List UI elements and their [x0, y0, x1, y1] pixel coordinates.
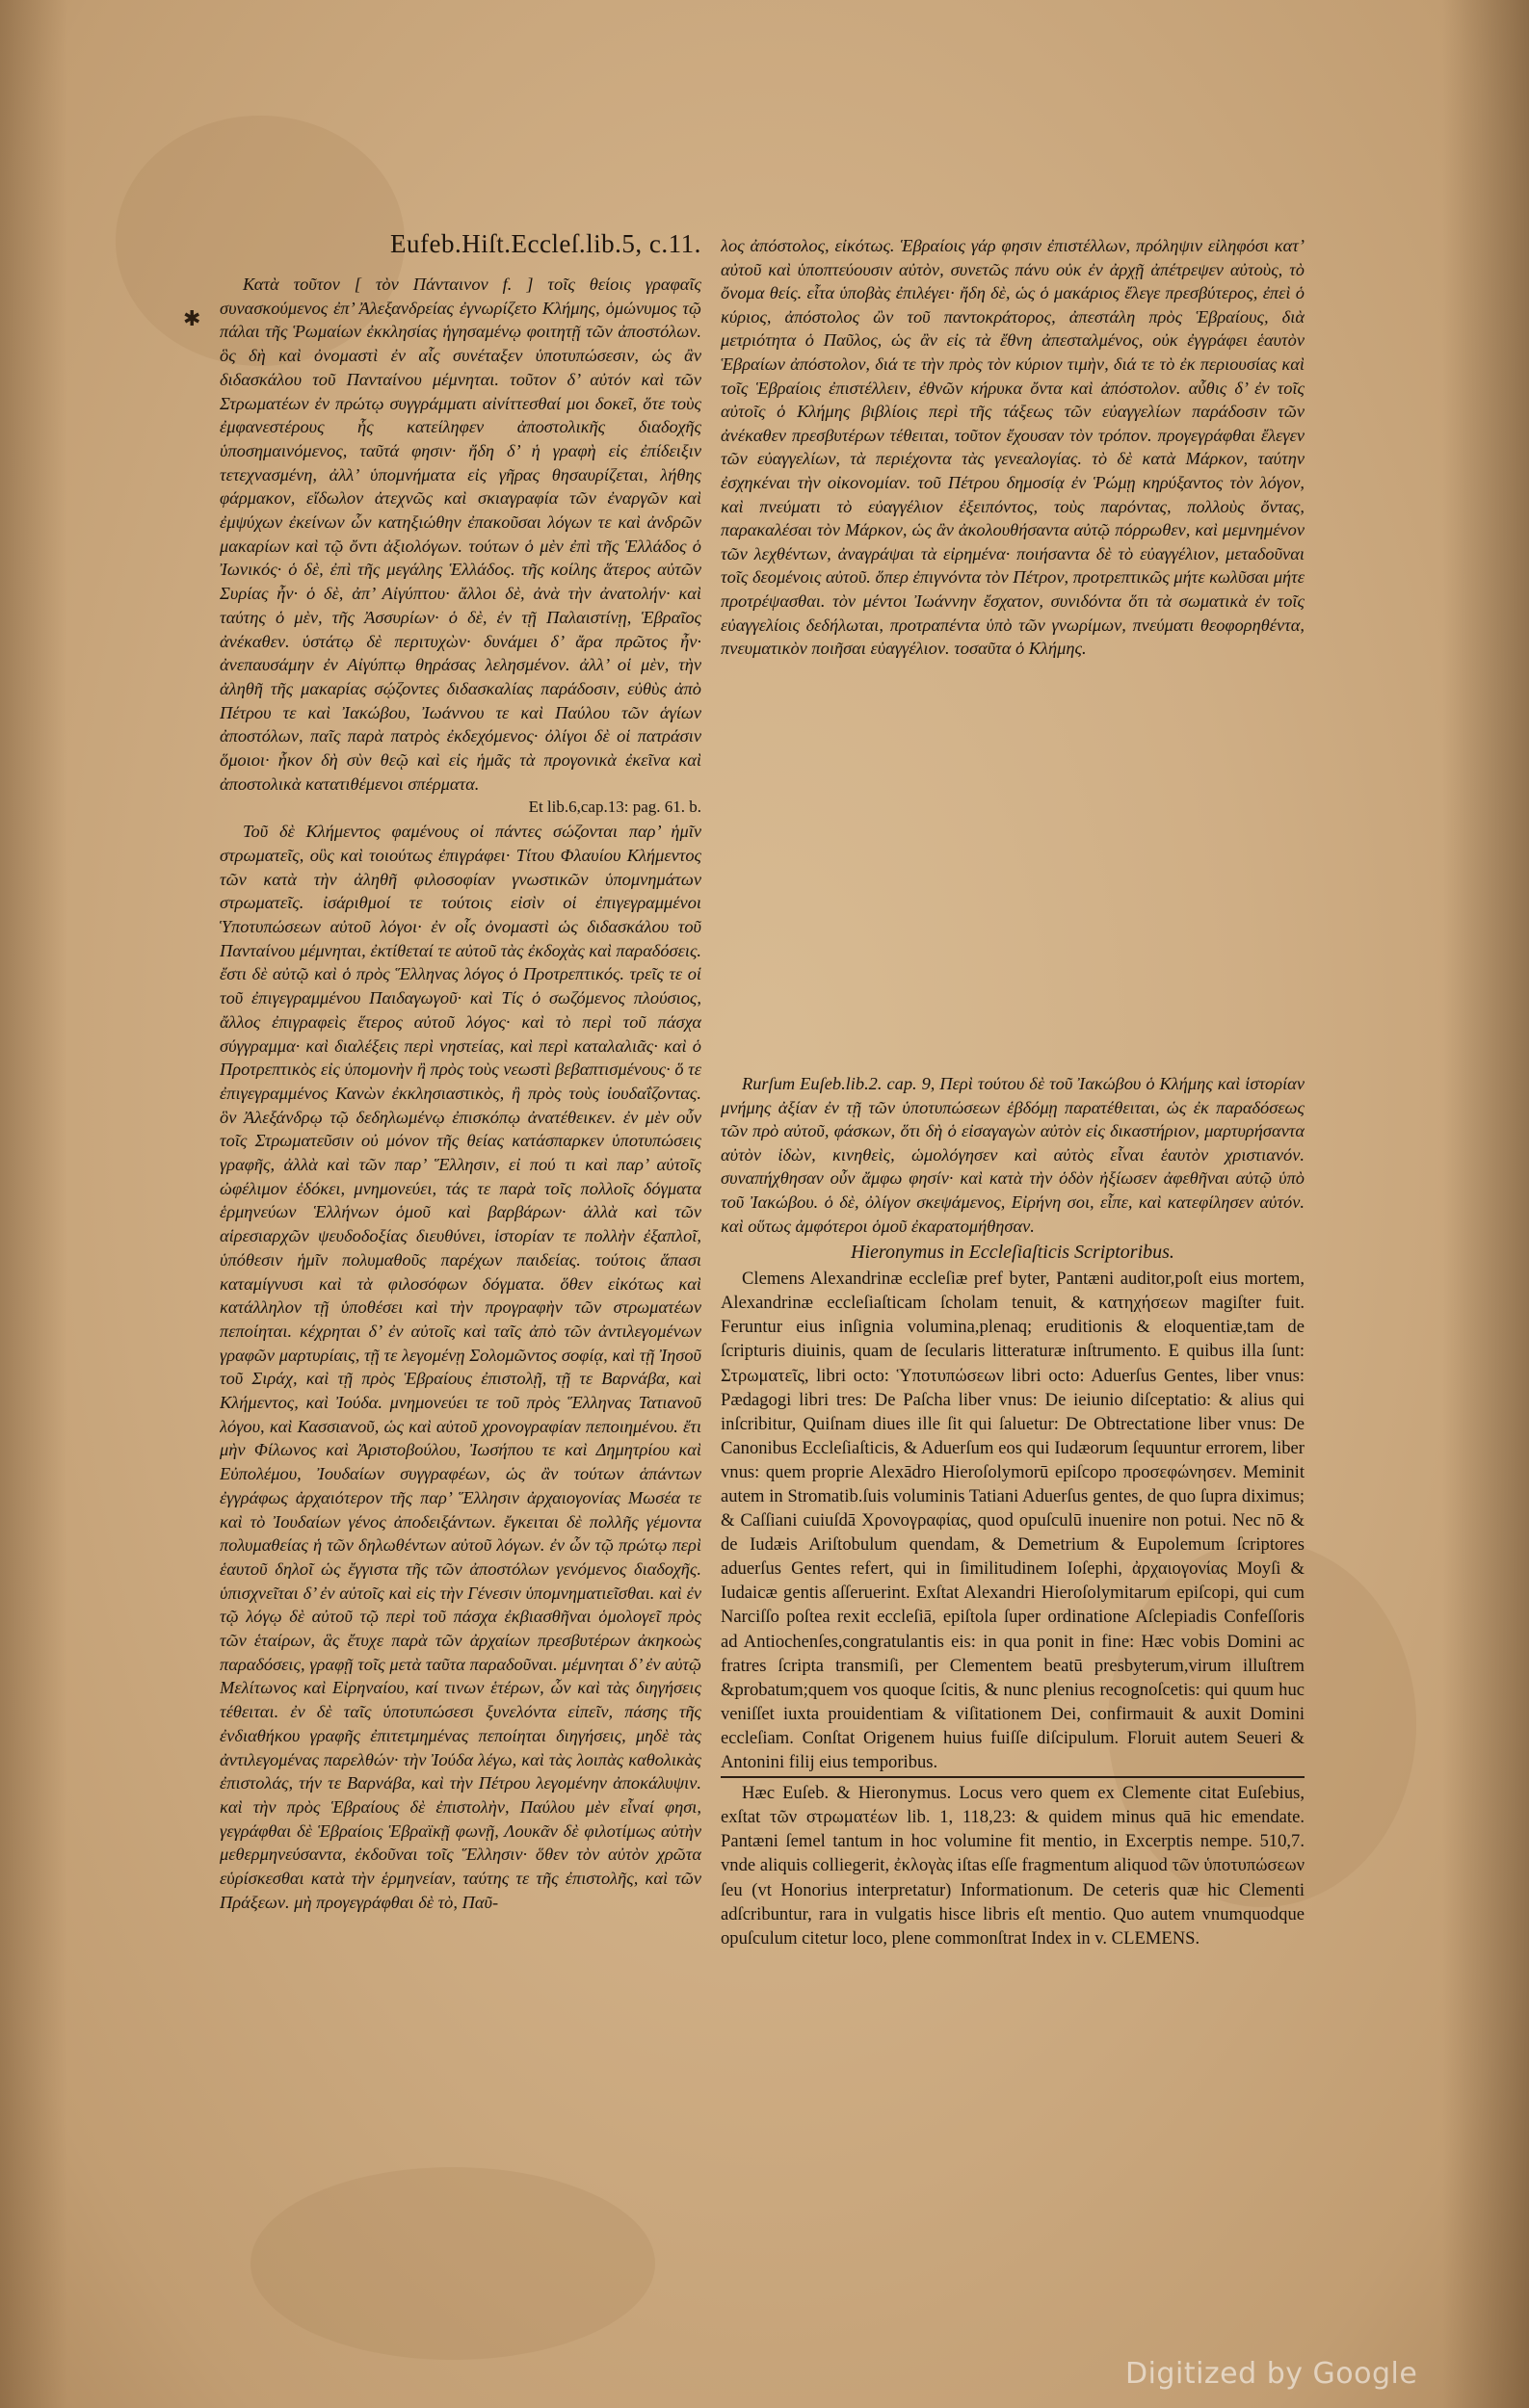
right-column: [721, 234, 1305, 2180]
watermark: Digitized by Google: [1125, 2357, 1418, 2391]
latin-paragraph-hieronymus: Clemens Alexandrinæ eccleſiæ pref byter, Pantæni auditor,poſt eius mortem, Alexandrinæ eccleſiaſticam ſcholam tenuit, & κατηχήσεων magiſter fuit. Feruntur eius inſignia volumina,plenaq; eruditionis & eloquentiæ,tam de ſcripturis diuinis, quam de ſecularis litteraturæ inſtrumento. E quibus illa ſunt: Στρωματεῖς, libri octo: Ὑποτυπώσεων libri octo: Aduerſus Gentes, liber vnus: Pædagogi libri tres: De Paſcha liber vnus: De ieiunio diſceptatio: & alius qui inſcribitur, Quiſnam diues ille ſit qui ſaluetur: De Obtrectatione liber vnus: De Canonibus Eccleſiaſticis, & Aduerſum eos qui Iudæorum ſequuntur errorem, liber vnus: quem proprie Alexādro Hieroſolymorū epiſcopo προσεφώνησεν. Meminit autem in Stromatib.ſuis voluminis Tatiani Aduerſus gentes, de quo ſupra diximus; & Caſſiani cuiuſdā Χρονογραφίας, quod opuſculū inuenire non potui. Nec nō & de Iudæis Ariſtobulum quendam, & Demetrium & Eupolemum ſcriptores aduerſus Gentes refert, qui in ſimilitudinem Ioſephi, ἀρχαιογονίας Moyſi & Iudaicæ gentis aſſeruerint. Exſtat Alexandri Hieroſolymitarum epiſcopi, qui cum Narciſſo poſtea rexit eccleſiā, epiſtola ſuper ordinatione Aſclepiadis Confeſſoris ad Antiochenſes,congratulantis eis: in qua ponit in fine: Hæc vobis Domini ac fratres ſcripta transmiſi, per Clementem beatū presbyterum,virum illuſtrem &probatum;quem vos quoque ſcitis, & nunc plenius recognoſcetis: qui quum huc veniſſet iuxta prouidentiam & viſitationem Dei, confirmauit & auxit Domini eccleſiam. Conſtat Origenem huius fuiſſe diſcipulum. Floruit autem Seueri & Antonini filij eius temporibus.: [721, 1269, 1305, 1773]
greek-text: λος ἀπόστολος, εἰκότως. Ἑβραίοις γάρ φησιν ἐπιστέλλων, πρόληψιν εἰληφόσι κατ’ αὐτοῦ καὶ ὑποπτεύουσιν αὐτὸν, συνετῶς πάνυ οὐκ ἐν ἀρχῇ ἀπέτρεψεν αὐτοὺς, τὸ ὄνομα θείς. εἶτα ὑποβὰς ἐπιλέγει· ἤδη δὲ, ὡς ὁ μακάριος ἔλεγε πρεσβύτερος, ἐπεὶ ὁ κύριος, ἀπόστολος ὢν τοῦ παντοκράτορος, ἀπεστάλη πρὸς Ἑβραίους, διὰ μετριότητα ὁ Παῦλος, ὡς ἂν εἰς τὰ ἔθνη ἀπεσταλμένος, οὐκ ἐγγράφει ἑαυτὸν Ἑβραίων ἀπόστολον, διά τε τὴν πρὸς τὸν κύριον τιμὴν, διά τε τὸ ἐκ περιουσίας καὶ τοῖς Ἑβραίοις ἐπιστέλλειν, ἐθνῶν κήρυκα ὄντα καὶ ἀπόστολον. αὖθις δ’ ἐν τοῖς αὐτοῖς ὁ Κλήμης βιβλίοις περὶ τῆς τάξεως τῶν εὐαγγελίων παράδοσιν τῶν ἀνέκαθεν πρεσβυτέρων τέθειται, τοῦτον ἔχουσαν τὸν τρόπον. προγεγράφθαι ἔλεγεν τῶν εὐαγγελίων, τὰ περιέχοντα τὰς γενεαλογίας. τὸ δὲ κατὰ Μάρκον, ταύτην ἐσχηκέναι τὴν οἰκονομίαν. τοῦ Πέτρου δημοσίᾳ ἐν Ῥώμῃ κηρύξαντος τὸν λόγον, καὶ πνεύματι τὸ εὐαγγέλιον ἐξειπόντος, τοὺς παρόντας, πολλοὺς ὄντας, παρακαλέσαι τὸν Μάρκον, ὡς ἂν ἀκολουθήσαντα αὐτῷ πόρρωθεν, καὶ μεμνημένον τῶν λεχθέντων, ἀναγράψαι τὰ εἰρημένα· ποιήσαντα δὲ τὸ εὐαγγέλιον, μεταδοῦναι τοῖς δεομένοις αὐτοῦ. ὅπερ ἐπιγνόντα τὸν Πέτρον, προτρεπτικῶς μήτε κωλῦσαι μήτε προτρέψασθαι. τὸν μέντοι Ἰωάννην ἔσχατον, συνιδόντα ὅτι τὰ σωματικὰ ἐν τοῖς εὐαγγελίοις δεδήλωται, προτραπέντα ὑπὸ τῶν γνωρίμων, πνεύματι θεοφορηθέντα, πνευματικὸν ποιῆσαι εὐαγγέλιον. τοσαῦτα ὁ Κλήμης.: [721, 236, 1305, 659]
divider-rule: [721, 1776, 1305, 1778]
paper-stain: [250, 2167, 655, 2360]
left-column: [220, 273, 701, 2170]
marginal-mark: ✱: [183, 306, 201, 330]
citation: Et lib.6,cap.13: pag. 61. b.: [528, 798, 701, 817]
greek-paragraph-rursum: Rurſum Euſeb.lib.2. cap. 9, Περὶ τούτου δὲ τοῦ Ἰακώβου ὁ Κλήμης καὶ ἱστορίαν μνήμης ἀξίαν ἐν τῇ τῶν ὑποτυπώσεων ἑβδόμῃ παρατέθειται, ὡς ἐκ παραδόσεως τῶν πρὸ αὐτοῦ, φάσκων, ὅτι δὴ ὁ εἰσαγαγὼν αὐτὸν εἰς δικαστήριον, μαρτυρήσαντα αὐτὸν ἰδὼν, κινηθεὶς, ὡμολόγησεν καὶ αὐτὸς εἶναι ἑαυτὸν χριστιανόν. συναπήχθησαν οὖν ἄμφω φησίν· καὶ κατὰ τὴν ὁδὸν ἠξίωσεν ἀφεθῆναι αὐτῷ ὑπὸ τοῦ Ἰακώβου. ὁ δὲ, ὀλίγον σκεψάμενος, Εἰρήνη σοι, εἶπε, καὶ κατεφίλησεν αὐτόν. καὶ οὕτως ἀμφότεροι ὁμοῦ ἐκαρατομήθησαν.: [721, 1074, 1305, 1236]
running-header: Eufeb.Hiſt.Eccleſ.lib.5, c.11.: [390, 229, 701, 258]
greek-paragraph-continuation: [721, 234, 1305, 1072]
greek-paragraph-eusebius-lib6: Τοῦ δὲ Κλήμεντος φαμένους οἱ πάντες σώζονται παρ’ ἡμῖν στρωματεῖς, οὓς καὶ τοιούτως ἐπιγράφει· Τίτου Φλαυίου Κλήμεντος τῶν κατὰ τὴν ἀληθῆ φιλοσοφίαν γνωστικῶν ὑπομνημάτων στρωματεῖς. ἰσάριθμοί τε τούτοις εἰσὶν οἱ ἐπιγεγραμμένοι Ὑποτυπώσεων αὐτοῦ λόγοι· ἐν οἷς ὀνομαστὶ ὡς διδασκάλου τοῦ Πανταίνου μέμνηται, ἐκτίθεταί τε αὐτοῦ τὰς ἐκδοχὰς καὶ παραδόσεις. ἔστι δὲ αὐτῷ καὶ ὁ πρὸς Ἕλληνας λόγος ὁ Προτρεπτικός. τρεῖς τε οἱ τοῦ ἐπιγεγραμμένου Παιδαγωγοῦ· καὶ Τίς ὁ σωζόμενος πλούσιος, ἄλλος ἐπιγραφεὶς ἕτερος αὐτοῦ λόγος· καὶ τὸ περὶ τοῦ πάσχα σύγγραμμα· καὶ διαλέξεις περὶ νηστείας, καὶ περὶ καταλαλιᾶς· καὶ ὁ Προτρεπτικὸς εἰς ὑπομονὴν ἢ πρὸς τοὺς νεωστὶ βεβαπτισμένους· ὅ τε ἐπιγεγραμμένος Κανὼν ἐκκλησιαστικὸς, ἢ πρὸς τοὺς ἰουδαΐζοντας. ὃν Ἀλεξάνδρῳ τῷ δεδηλωμένῳ ἐπισκόπῳ ἀνατέθεικεν. ἐν μὲν οὖν τοῖς Στρωματεῦσιν οὐ μόνον τῆς θείας κατάσπαρκεν ὑποτυπώσεις γραφῆς, ἀλλὰ καὶ τῶν παρ’ Ἕλλησιν, εἰ πού τι καὶ παρ’ αὐτοῖς ὠφέλιμον ἐδόκει, μνημονεύει, τάς τε παρὰ τοῖς πολλοῖς δόγματα ἑρμηνεύων Ἑλλήνων ὁμοῦ καὶ βαρβάρων· ἀλλὰ καὶ τῶν αἱρεσιαρχῶν ψευδοδοξίας διευθύνει, ἱστορίαν τε πολλὴν ἐξαπλοῖ, ὑπόθεσιν ἡμῖν πολυμαθοῦς παρέχων παιδείας. τούτοις ἅπασι καταμίγνυσι καὶ τὰ φιλοσόφων δόγματα. ὅθεν εἰκότως καὶ κατάλληλον τῇ ὑποθέσει καὶ τὴν προγραφὴν τῶν στρωματέων πεποίηται. κέχρηται δ’ ἐν αὐτοῖς καὶ ταῖς ἀπὸ τῶν ἀντιλεγομένων γραφῶν μαρτυρίαις, τῇ τε λεγομένῃ Σολομῶντος σοφίᾳ, καὶ τῇ Ἰησοῦ τοῦ Σιράχ, καὶ τῇ πρὸς Ἑβραίους ἐπιστολῇ, τῇ τε Βαρνάβα, καὶ Κλήμεντος, καὶ Ἰούδα. μνημονεύει τε τοῦ πρὸς Ἕλληνας Τατιανοῦ λόγου, καὶ Κασσιανοῦ, ὡς καὶ αὐτοῦ χρονογραφίαν πεποιημένου. ἔτι μὴν Φίλωνος καὶ Ἀριστοβούλου, Ἰωσήπου τε καὶ Δημητρίου καὶ Εὐπολέμου, Ἰουδαίων συγγραφέων, ὡς ἂν τούτων ἁπάντων ἐγγράφως ἀρχαιότερον τῆς παρ’ Ἕλλησιν ἀρχαιογονίας Μωσέα τε καὶ τὸ Ἰουδαίων γένος ἀποδειξάντων. ἔγκειται δὲ πολλῆς γέμοντα πολυμαθείας ἡ τῶν δηλωθέντων αὐτοῦ λόγων. ἐν ὧν τῷ πρώτῳ περὶ ἑαυτοῦ δηλοῖ ὡς ἔγγιστα τῆς τῶν ἀποστόλων γενόμενος διαδοχῆς. ὑπισχνεῖται δ’ ἐν αὐτοῖς καὶ εἰς τὴν Γένεσιν ὑπομνηματιεῖσθαι. καὶ ἐν τῷ λόγῳ δὲ αὐτοῦ τῷ περὶ τοῦ πάσχα ἐκβιασθῆναι ὁμολογεῖ πρὸς τῶν ἑταίρων, ἃς ἔτυχε παρὰ τῶν ἀρχαίων πρεσβυτέρων ἀκηκοὼς παραδόσεις, γραφῇ τοῖς μετὰ ταῦτα παραδοῦναι. μέμνηται δ’ ἐν αὐτῷ Μελίτωνος καὶ Εἰρηναίου, καί τινων ἑτέρων, ὧν καὶ τὰς διηγήσεις τέθειται. ἐν δὲ ταῖς ὑποτυπώσεσι ξυνελόντα εἰπεῖν, πάσης τῆς ἐνδιαθήκου γραφῆς ἐπιτετμημένας πεποίηται διηγήσεις, μηδὲ τὰς ἀντιλεγομένας παρελθών· τὴν Ἰούδα λέγω, καὶ τὰς λοιπὰς καθολικὰς ἐπιστολάς, τήν τε Βαρνάβα, καὶ τὴν Πέτρου λεγομένην ἀποκάλυψιν. καὶ τὴν πρὸς Ἑβραίους δὲ ἐπιστολὴν, Παύλου μὲν εἶναί φησι, γεγράφθαι δὲ Ἑβραίοις Ἑβραϊκῇ φωνῇ, Λουκᾶν δὲ φιλοτίμως αὐτὴν μεθερμηνεύσαντα, ἐκδοῦναι τοῖς Ἕλλησιν· ὅθεν τὸν αὐτὸν χρῶτα εὑρίσκεσθαι κατὰ τὴν ἑρμηνείαν, ταύτης τε τῆς ἐπιστολῆς, καὶ τῶν Πράξεων. μὴ προγεγράφθαι δὲ τὸ, Παῦ-: [220, 822, 701, 1912]
greek-paragraph-eusebius: Κατὰ τοῦτον [ τὸν Πάνταινον f. ] τοῖς θείοις γραφαῖς συνασκούμενος ἐπ’ Ἀλεξανδρείας ἐγνωρίζετο Κλήμης, ὁμώνυμος τῷ πάλαι τῆς Ῥωμαίων ἐκκλησίας ἡγησαμένῳ φοιτητῇ τῶν ἀποστόλων. ὃς δὴ καὶ ὀνομαστὶ ἐν αἷς συνέταξεν ὑποτυπώσεσιν, ὡς ἂν διδασκάλου τοῦ Πανταίνου μέμνηται. τοῦτον δ’ αὐτόν καὶ τῶν Στρωματέων ἐν πρώτῳ συγγράμματι αἰνίττεσθαί μοι δοκεῖ, ὅτε τοὺς ἐμφανεστέρους ἧς κατείληφεν ἀποστολικῆς διαδοχῆς ὑποσημαινόμενος, ταῦτά φησιν· ἤδη δ’ ἡ γραφὴ εἰς ἐπίδειξιν τετεχνασμένη, ἀλλ’ ὑπομνήματα εἰς γῆρας θησαυρίζεται, λήθης φάρμακον, εἴδωλον ἀτεχνῶς καὶ σκιαγραφία τῶν ἐναργῶν καὶ ἐμψύχων ἐκείνων ὧν κατηξιώθην ἐπακοῦσαι λόγων τε καὶ ἀνδρῶν μακαρίων καὶ τῷ ὄντι ἀξιολόγων. τούτων ὁ μὲν ἐπὶ τῆς Ἑλλάδος ὁ Ἰωνικός· ὁ δὲ, ἐπὶ τῆς μεγάλης Ἑλλάδος. τῆς κοίλης ἅτερος αὐτῶν Συρίας ἦν· ὁ δὲ, ἀπ’ Αἰγύπτου· ἄλλοι δὲ, ἀνὰ τὴν ἀνατολήν· καὶ ταύτης ὁ μὲν, τῆς Ἀσσυρίων· ὁ δὲ, ἐν τῇ Παλαιστίνῃ, Ἑβραῖος ἀνέκαθεν. ὑστάτῳ δὲ περιτυχὼν· δυνάμει δ’ ἄρα πρῶτος ἦν· ἀνεπαυσάμην ἐν Αἰγύπτῳ θηράσας λελησμένον. ἀλλ’ οἱ μὲν, τὴν ἀληθῆ τῆς μακαρίας σῴζοντες διδασκαλίας παράδοσιν, εὐθὺς ἀπὸ Πέτρου τε καὶ Ἰακώβου, Ἰωάννου τε καὶ Παύλου τῶν ἁγίων ἀποστόλων, παῖς παρὰ πατρὸς ἐκδεχόμενος· ὀλίγοι δὲ οἱ πατράσιν ὅμοιοι· ἧκον δὴ σὺν θεῷ καὶ εἰς ἡμᾶς τὰ προγονικὰ ἐκεῖνα καὶ ἀποστολικὰ κατατιθέμενοι σπέρματα.: [220, 275, 701, 794]
section-title: Hieronymus in Eccleſiaſticis Scriptoribus.: [851, 1242, 1174, 1264]
editor-note: Hæc Euſeb. & Hieronymus. Locus vero quem ex Clemente citat Euſebius, exſtat τῶν στρωματέων lib. 1, 118,23: & quidem minus quā hic emendate. Pantæni ſemel tantum in hoc volumine fit mentio, in Excerptis nempe. 510,7. vnde aliquis colliegerit, ἐκλογὰς iſtas eſſe fragmentum aliquod τῶν ὑποτυπώσεων ſeu (vt Honorius interpretatur) Informationum. De ceteris quæ hic Clementi adſcribuntur, rara in vulgatis hisce libris eſt mentio. Quo autem vnumquodque opuſculum citetur loco, plene commonſtrat Index in v. CLEMENS.: [721, 1783, 1305, 1949]
